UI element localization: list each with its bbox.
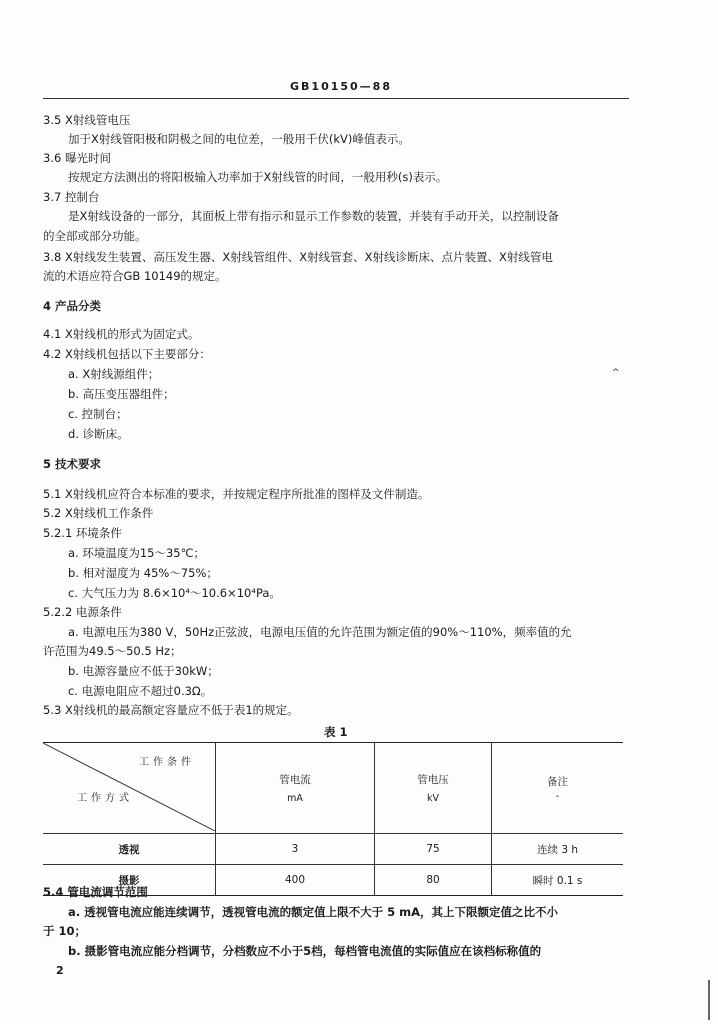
header-rule bbox=[43, 98, 629, 99]
clause-5-2-1: 5.2.1 环境条件 bbox=[43, 526, 122, 540]
row-current: 400 bbox=[216, 865, 375, 896]
list-item-b: b. 高压变压器组件； bbox=[68, 387, 175, 401]
current-item-a-line2: 于 10； bbox=[43, 924, 87, 938]
clause-5-3: 5.3 X射线机的最高额定容量应不低于表1的规定。 bbox=[43, 703, 299, 717]
clause-4-1: 4.1 X射线机的形式为固定式。 bbox=[43, 327, 200, 341]
table-1-caption: 表 1 bbox=[324, 725, 348, 739]
clause-5-4-title: 5.4 管电流调节范围 bbox=[43, 885, 148, 899]
clause-3-5-body: 加于X射线管阳极和阴极之间的电位差，一般用千伏(kV)峰值表示。 bbox=[68, 132, 410, 146]
env-item-b: b. 相对湿度为 45%～75%； bbox=[68, 566, 218, 580]
diag-label-conditions: 工作条件 bbox=[139, 757, 195, 768]
clause-3-7-body-line1: 是X射线设备的一部分，其面板上带有指示和显示工作参数的装置，并装有手动开关，以控制设备 bbox=[68, 209, 559, 223]
row-voltage: 80 bbox=[375, 865, 492, 896]
env-item-a: a. 环境温度为15～35℃； bbox=[68, 546, 206, 560]
clause-3-5-title: 3.5 X射线管电压 bbox=[43, 113, 131, 127]
table-row bbox=[43, 834, 623, 865]
header-tube-voltage bbox=[375, 743, 492, 834]
header-tube-current-unit: mA bbox=[287, 793, 303, 804]
section-4-heading: 4 产品分类 bbox=[43, 299, 102, 313]
table-header-row bbox=[43, 743, 623, 834]
row-note: 连续 3 h bbox=[492, 834, 624, 865]
power-item-b: b. 电源容量应不低于30kW； bbox=[68, 664, 219, 678]
clause-4-2: 4.2 X射线机包括以下主要部分： bbox=[43, 347, 211, 361]
header-note-unit: - bbox=[555, 791, 560, 802]
header-tube-current-name: 管电流 bbox=[279, 774, 311, 786]
clause-5-2-2: 5.2.2 电源条件 bbox=[43, 605, 122, 619]
list-item-a: a. X射线源组件； bbox=[68, 367, 160, 381]
clause-3-6-body: 按规定方法测出的将阳极输入功率加于X射线管的时间，一般用秒(s)表示。 bbox=[68, 170, 448, 184]
row-current: 3 bbox=[216, 834, 375, 865]
clause-3-7-title: 3.7 控制台 bbox=[43, 190, 100, 204]
clause-3-7-body-line2: 的全部或部分功能。 bbox=[43, 229, 147, 243]
clause-5-2: 5.2 X射线机工作条件 bbox=[43, 506, 154, 520]
section-5-heading: 5 技术要求 bbox=[43, 457, 102, 471]
header-note bbox=[492, 743, 624, 834]
row-note: 瞬时 0.1 s bbox=[492, 865, 624, 896]
power-item-a-line1: a. 电源电压为380 V，50Hz正弦波，电源电压值的允许范围为额定值的90%～110%，频率值的允 bbox=[68, 625, 572, 639]
page-number: 2 bbox=[56, 964, 64, 977]
row-mode-radiography: 摄影 bbox=[118, 874, 140, 887]
standard-code-header: GB10150—88 bbox=[290, 80, 392, 93]
current-item-b-line1: b. 摄影管电流应能分档调节，分档数应不小于5档，每档管电流值的实际值应在该档标称值的 bbox=[68, 944, 542, 958]
corner-mark: ^ bbox=[612, 368, 620, 378]
power-item-a-line2: 许范围为49.5～50.5 Hz； bbox=[43, 644, 182, 658]
header-tube-voltage-unit: kV bbox=[426, 793, 439, 804]
row-voltage: 75 bbox=[375, 834, 492, 865]
diag-label-mode: 工作方式 bbox=[77, 793, 133, 804]
list-item-d: d. 诊断床。 bbox=[68, 427, 129, 441]
list-item-c: c. 控制台； bbox=[68, 407, 128, 421]
clause-3-6-title: 3.6 曝光时间 bbox=[43, 151, 111, 165]
header-tube-voltage-name: 管电压 bbox=[417, 774, 449, 786]
power-item-c: c. 电源电阻应不超过0.3Ω。 bbox=[68, 684, 213, 698]
header-tube-current bbox=[216, 743, 375, 834]
clause-3-8-line2: 流的术语应符合GB 10149的规定。 bbox=[43, 269, 227, 283]
clause-5-1: 5.1 X射线机应符合本标准的要求，并按规定程序所批准的图样及文件制造。 bbox=[43, 487, 430, 501]
table-1 bbox=[43, 742, 623, 896]
diagonal-header-cell bbox=[43, 743, 216, 834]
current-item-a-line1: a. 透视管电流应能连续调节，透视管电流的额定值上限不大于 5 mA，其上下限额定值之比不小 bbox=[68, 905, 559, 919]
row-mode-fluoroscopy: 透视 bbox=[43, 834, 216, 865]
clause-3-8-line1: 3.8 X射线发生装置、高压发生器、X射线管组件、X射线管套、X射线诊断床、点片装置、X射线管电 bbox=[43, 250, 553, 264]
scan-edge-mark bbox=[708, 980, 710, 1020]
env-item-c: c. 大气压力为 8.6×10⁴～10.6×10⁴Pa。 bbox=[68, 586, 281, 600]
header-note-name: 备注 bbox=[547, 776, 568, 788]
